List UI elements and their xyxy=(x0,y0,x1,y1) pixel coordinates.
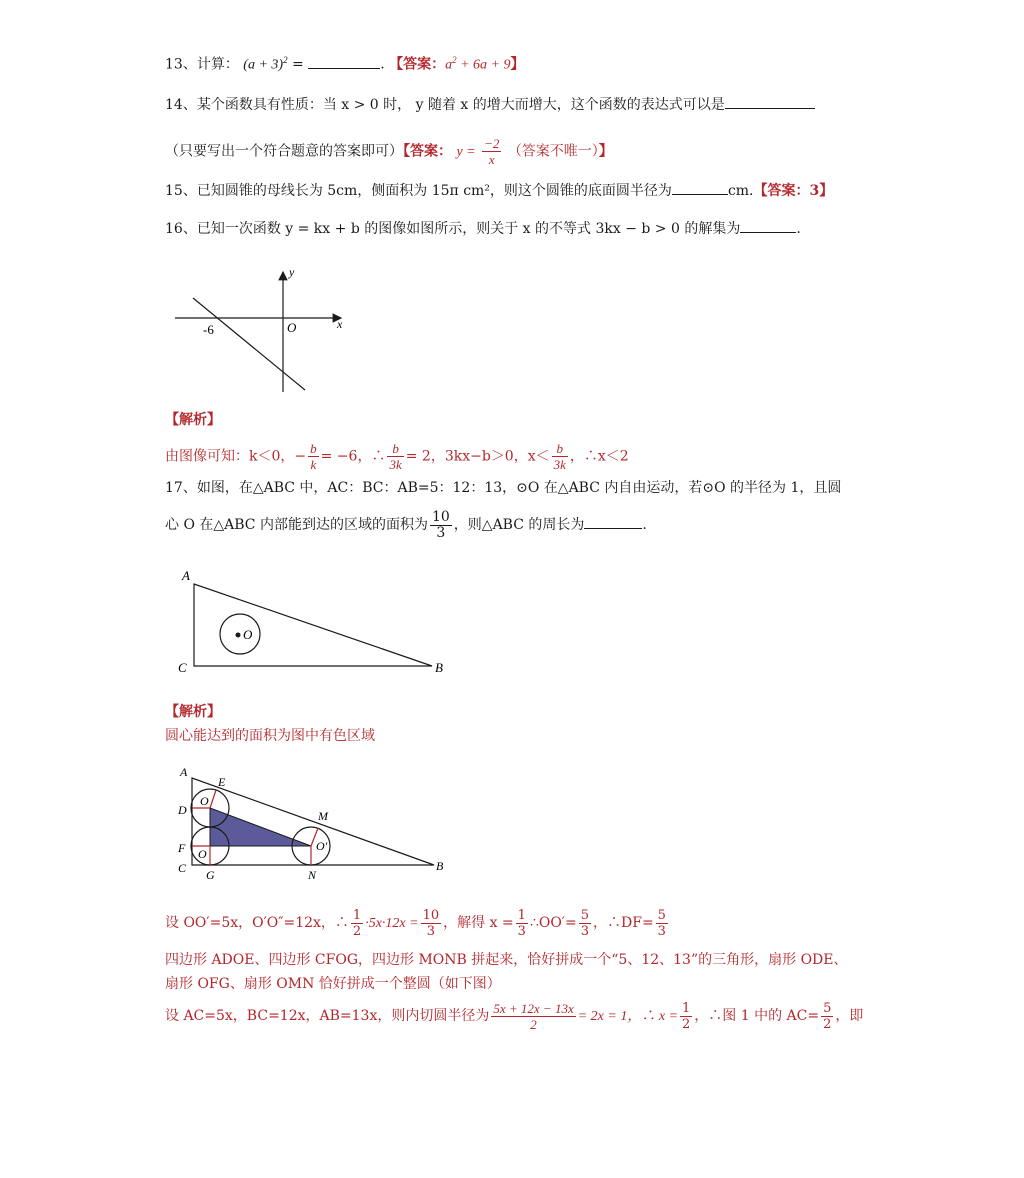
q17-set-c: ，解得 x = xyxy=(443,915,514,931)
q14-hint: （只要写出一个符合题意的答案即可） xyxy=(165,143,403,160)
q16-frac3-num: b xyxy=(552,441,568,457)
vertex-b-label: B xyxy=(435,660,443,675)
q16-analysis-a: 由图像可知：k＜0， xyxy=(165,448,295,465)
q14-text: 14、某个函数具有性质：当 x > 0 时， y 随着 x 的增大而增大，这个函数的表达式可以是 xyxy=(165,97,725,113)
q17-last-c: ，∴图 1 中的 AC= xyxy=(694,1008,820,1024)
q16-frac2-num: b xyxy=(387,441,403,457)
question-17-line1: 17、如图，在△ABC 中，AC：BC：AB=5：12：13，⊙O 在△ABC 内自由运动，若⊙O 的半径为 1，且圆 xyxy=(165,480,842,496)
q17-last-frac2 xyxy=(680,1001,692,1032)
q17-last-a: 设 AC=5x，BC=12x，AB=13x，则内切圆半径为 xyxy=(165,1008,490,1024)
question-15 xyxy=(165,180,833,201)
q17-set-frac5-den: 3 xyxy=(657,923,666,939)
shaded-region xyxy=(210,808,311,846)
vertex-a-label: A xyxy=(182,568,190,583)
q16-frac3-den: 3k xyxy=(553,457,566,472)
q17-set-d: ∴OO′= xyxy=(529,915,577,931)
q17-setup-line xyxy=(165,906,670,941)
q16-analysis-d: ，∴x＜2 xyxy=(569,448,629,465)
center-o-label: O xyxy=(243,627,253,642)
q16-frac2 xyxy=(387,441,403,472)
q13-exponent: 2 xyxy=(283,55,288,65)
radius-oe xyxy=(210,790,216,808)
q14-frac-den: x xyxy=(488,152,495,167)
q13-answer-base: a xyxy=(445,57,453,73)
q13-answer-close: 】 xyxy=(510,56,525,73)
q15-text: 15、已知圆锥的母线长为 5cm，侧面积为 15π cm²，则这个圆锥的底面圆半径为 xyxy=(165,183,672,199)
q17-set-frac4-num: 5 xyxy=(580,907,589,923)
q14-frac-num: −2 xyxy=(484,136,500,151)
q13-expression: (a + 3) xyxy=(243,57,284,73)
fig2-o-prime-label: O′ xyxy=(316,839,328,853)
q16-analysis-b: = −6，∴ xyxy=(320,448,386,465)
q17-last-frac2-den: 2 xyxy=(682,1016,691,1032)
q17-set-e: ，∴DF= xyxy=(593,915,654,931)
q17-set-frac5-num: 5 xyxy=(657,907,666,923)
q17-analysis-line1: 圆心能达到的面积为图中有色区域 xyxy=(165,728,375,744)
question-16 xyxy=(165,218,801,239)
question-14-line1 xyxy=(165,94,815,115)
q17-para1: 四边形 ADOE、四边形 CFOG，四边形 MONB 拼起来，恰好拼成一个“5、12、13”的三角形，扇形 ODE、 xyxy=(165,952,848,968)
q17-last-frac1-num: 5x + 12x − 13x xyxy=(493,1000,574,1016)
q17-set-frac1-den: 2 xyxy=(352,923,362,939)
q17-area-fraction xyxy=(430,510,452,541)
q13-number: 13、计算： xyxy=(165,56,239,73)
q17-tail: . xyxy=(642,517,647,533)
q16-frac3 xyxy=(552,441,568,472)
fig2-o-lower-label: O xyxy=(198,847,207,861)
q17-last-line xyxy=(165,998,863,1035)
origin-label: O xyxy=(287,320,297,335)
q17-figure-1 xyxy=(170,566,460,682)
circle-center xyxy=(236,633,241,638)
q17-set-frac3-den: 3 xyxy=(517,923,526,939)
q17-set-frac4-den: 3 xyxy=(580,923,589,939)
question-13 xyxy=(165,50,525,76)
q14-answer-note: （答案不唯一） xyxy=(507,143,599,160)
q16-frac1-den: k xyxy=(310,457,317,472)
q15-answer: 【答案：3】 xyxy=(753,183,834,199)
q17-last-frac1 xyxy=(491,1001,575,1032)
q17-para2: 扇形 OFG、扇形 OMN 恰好拼成一个整圆（如下图） xyxy=(165,976,501,992)
x-axis-label: x xyxy=(337,317,343,331)
vertex-c-label: C xyxy=(178,660,187,675)
triangle-abc xyxy=(194,584,432,666)
q17-set-frac2-num: 10 xyxy=(422,907,440,923)
q16-answer-blank xyxy=(740,218,796,233)
q16-graph xyxy=(165,262,355,398)
fig2-o-upper-label: O xyxy=(200,794,209,808)
fig2-f-label: F xyxy=(178,841,186,855)
q15-unit: cm. xyxy=(727,183,754,199)
q17-set-frac2-den: 3 xyxy=(426,923,435,939)
q15-answer-blank xyxy=(672,180,728,195)
q17-last-frac1-den: 2 xyxy=(530,1016,537,1032)
q17-set-a: 设 OO′=5x，O′O″=12x，∴ xyxy=(165,915,349,931)
q17-last-d: ，即 xyxy=(835,1008,864,1024)
fig2-g-label: G xyxy=(206,868,215,882)
q17-set-frac4 xyxy=(579,908,591,939)
q17-set-frac5 xyxy=(656,908,668,939)
q17-last-frac3-den: 2 xyxy=(823,1016,832,1032)
q16-analysis: 由图像可知：k＜0，− $\frac{b}{k}$ = −6，∴ $\frac{b}{3k}$ = 2，3kx−b＞0，x＜ $\frac{b}{3k}$ ，∴x＜2 xyxy=(165,441,629,472)
q17-analysis-title: 【解析】 xyxy=(165,704,221,720)
q16-frac1-num: b xyxy=(310,441,317,456)
question-17-line2 xyxy=(165,508,647,542)
q17-last-b: = 2x = 1，∴ x = xyxy=(577,1009,678,1024)
q13-answer-open: 【答案： xyxy=(389,56,446,73)
fig2-m-label: M xyxy=(318,809,328,823)
q13-tail: . xyxy=(380,56,385,73)
q17-set-frac1 xyxy=(351,908,363,939)
q14-answer-open: 【答案： xyxy=(403,143,452,160)
q17-last-frac2-num: 1 xyxy=(682,1000,691,1016)
q14-answer-blank xyxy=(725,94,815,109)
q17-set-frac1-num: 1 xyxy=(352,907,362,923)
q13-equals: = xyxy=(287,56,304,73)
q17-set-b: ·5x·12x = xyxy=(365,916,419,931)
intercept-label: -6 xyxy=(203,322,214,337)
q16-tail: . xyxy=(796,221,801,237)
q17-last-frac3-num: 5 xyxy=(823,1000,832,1016)
q17-line2-a: 心 O 在△ABC 内部能到达的区域的面积为 xyxy=(165,517,428,533)
q17-frac-den: 3 xyxy=(436,524,446,541)
q16-text: 16、已知一次函数 y = kx + b 的图像如图所示，则关于 x 的不等式 3kx − b > 0 的解集为 xyxy=(165,221,741,237)
q16-analysis-title: 【解析】 xyxy=(165,412,221,428)
fig2-b-label: B xyxy=(436,859,444,873)
q17-figure-2 xyxy=(170,762,460,888)
q17-set-frac3 xyxy=(516,908,528,939)
q17-line2-b: ，则△ABC 的周长为 xyxy=(453,517,585,533)
q17-set-frac2 xyxy=(421,908,442,939)
fig2-d-label: D xyxy=(178,803,187,817)
q16-frac2-den: 3k xyxy=(389,457,402,472)
q16-frac1 xyxy=(308,441,319,472)
q13-answer-exp: 2 xyxy=(452,55,457,65)
q14-answer-fraction xyxy=(482,136,501,167)
q17-last-frac3 xyxy=(821,1001,833,1032)
q16-analysis-c: = 2，3kx−b＞0，x＜ xyxy=(405,448,550,465)
fig2-a-label: A xyxy=(180,765,188,779)
fig2-n-label: N xyxy=(308,868,317,882)
q13-answer-rest: + 6a + 9 xyxy=(456,57,511,73)
function-line xyxy=(193,298,305,390)
q14-answer-close: 】 xyxy=(598,143,613,160)
question-14-line2 xyxy=(165,136,613,167)
fig2-c-label: C xyxy=(178,861,187,875)
fig2-e-label: E xyxy=(218,775,226,789)
q13-answer-blank xyxy=(308,54,380,69)
q17-answer-blank xyxy=(584,514,642,529)
q17-frac-num: 10 xyxy=(431,508,450,525)
y-axis-label: y xyxy=(289,265,295,279)
q17-set-frac3-num: 1 xyxy=(517,907,526,923)
q14-answer-lhs: y = xyxy=(456,144,476,160)
